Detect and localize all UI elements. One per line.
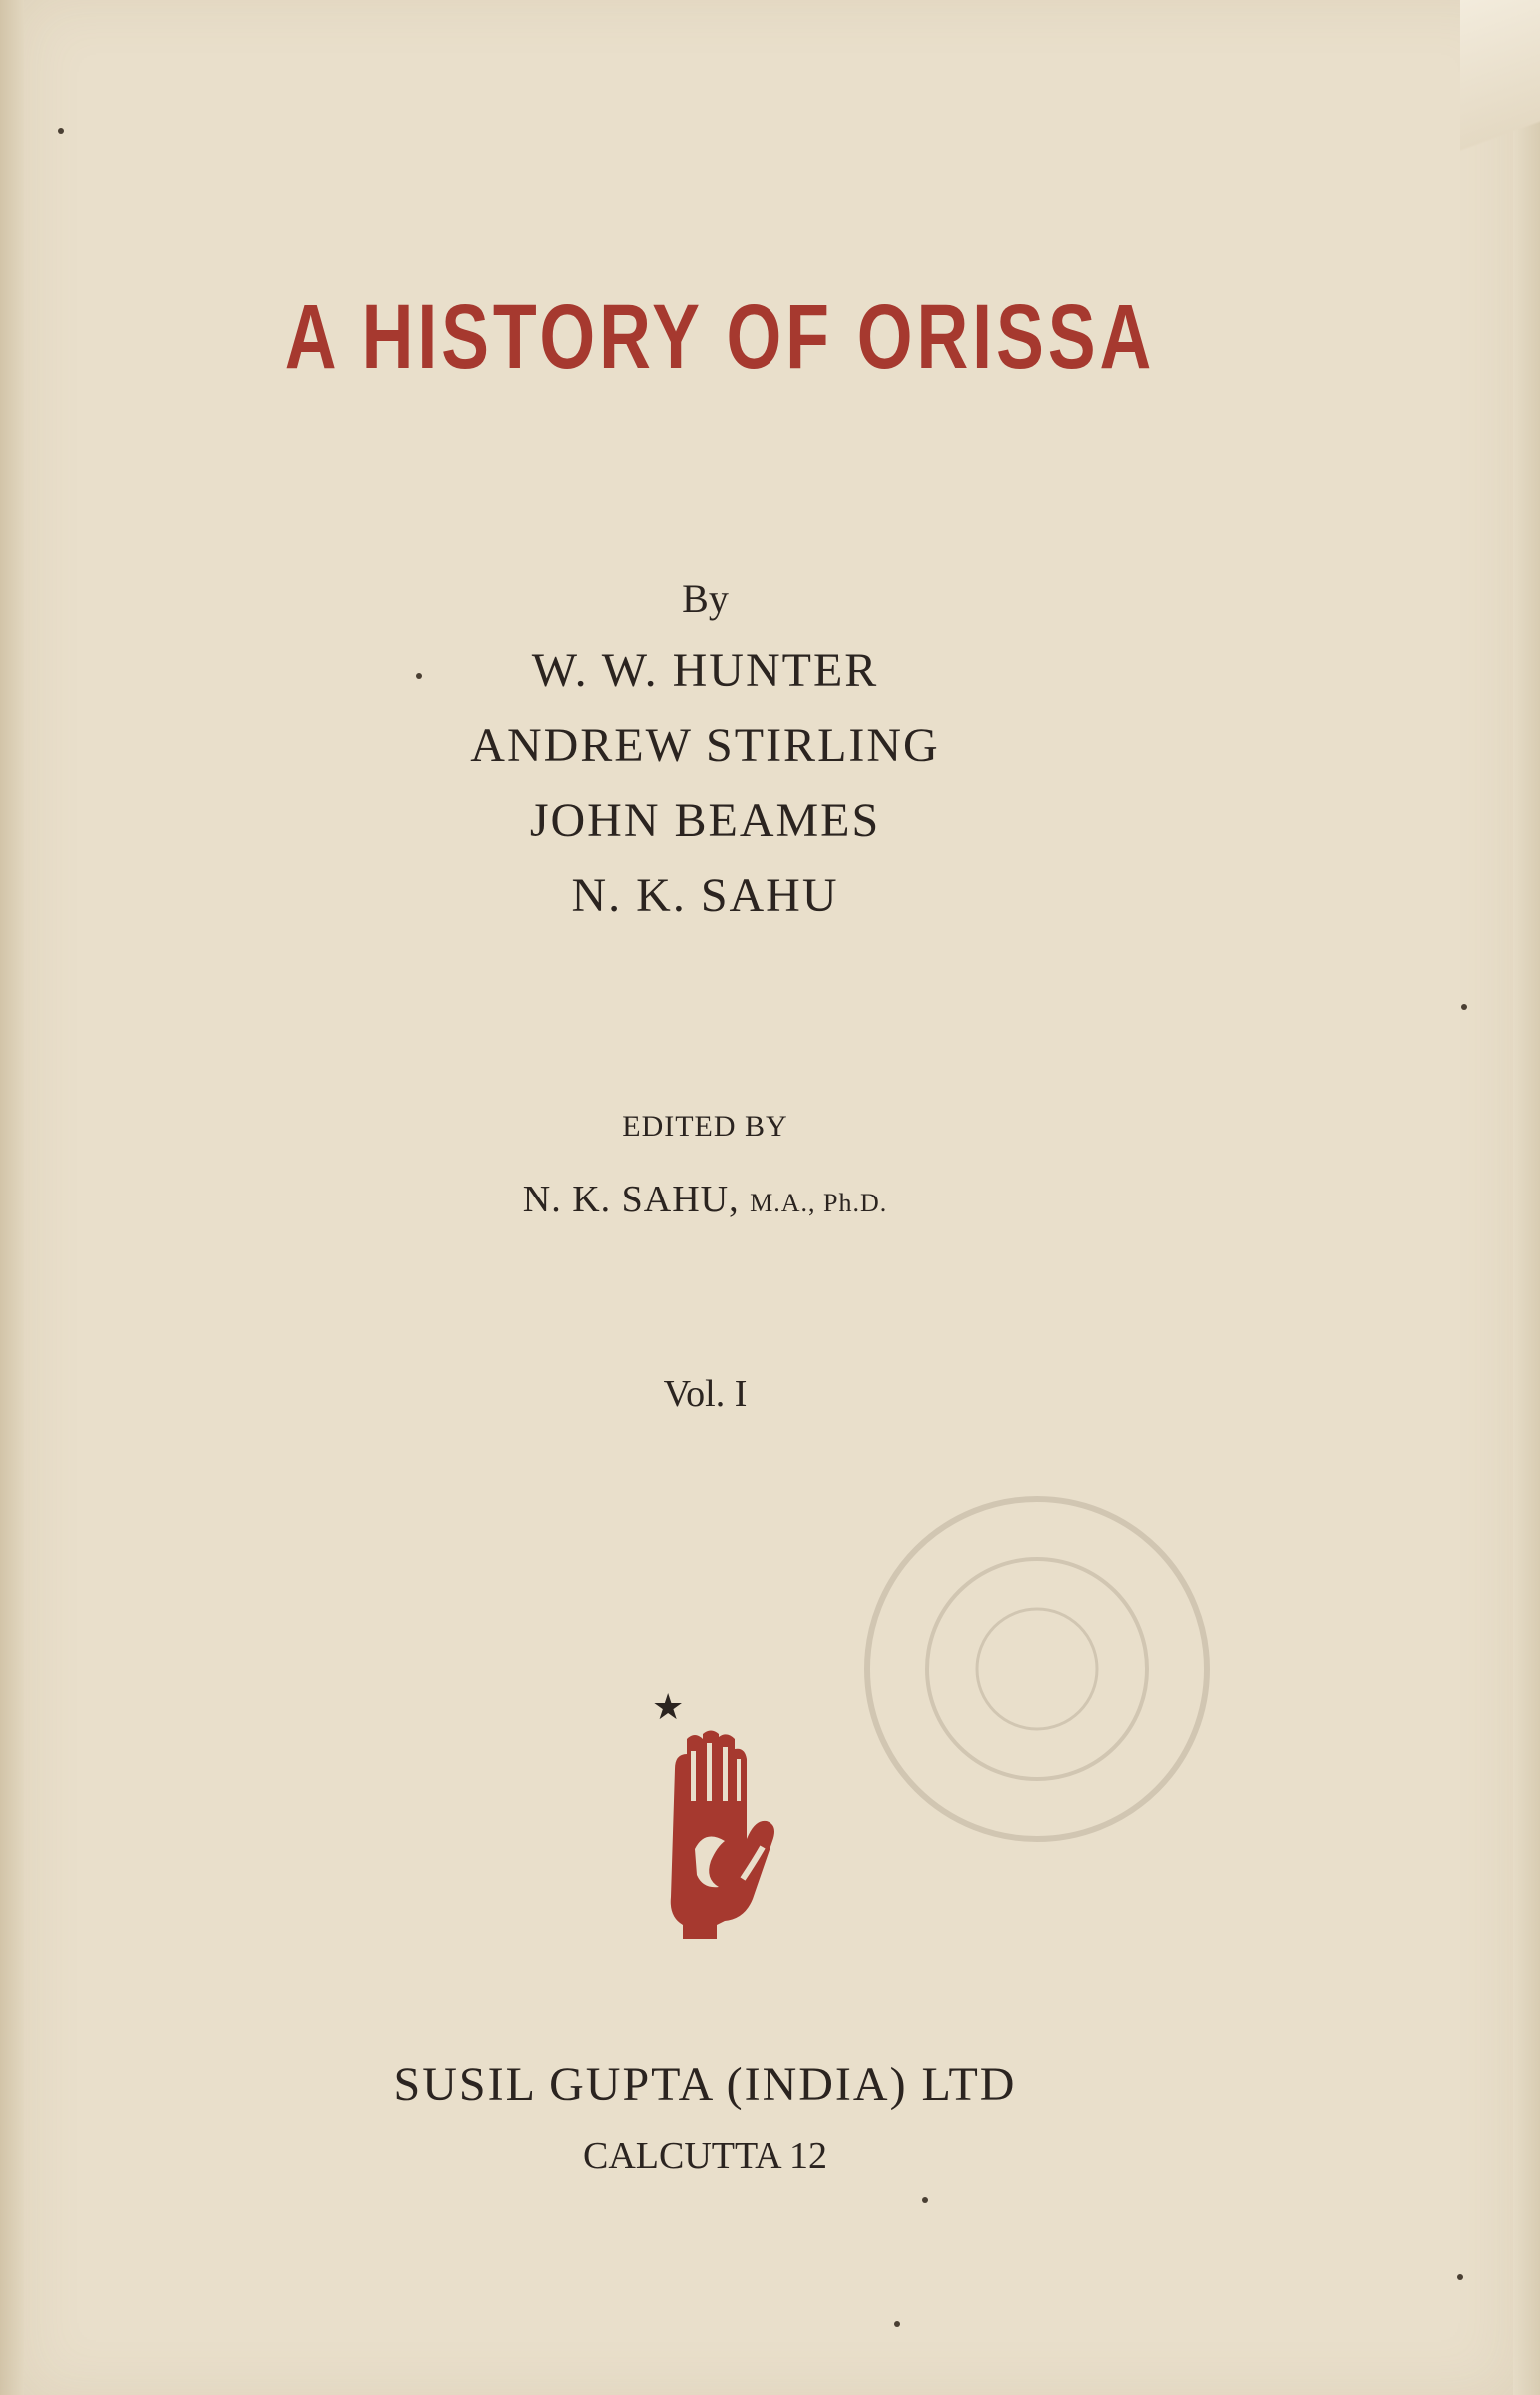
speck bbox=[58, 128, 64, 134]
raised-hand-logo bbox=[655, 1729, 784, 1939]
speck bbox=[1457, 2274, 1463, 2280]
author-1: W. W. HUNTER bbox=[531, 644, 879, 697]
by-label: By bbox=[682, 576, 729, 621]
author-3: JOHN BEAMES bbox=[529, 794, 881, 847]
library-stamp bbox=[857, 1489, 1217, 1849]
editor-line bbox=[0, 1178, 1540, 1221]
speck bbox=[894, 2321, 900, 2327]
publisher-name: SUSIL GUPTA (INDIA) LTD bbox=[393, 2058, 1017, 2111]
star-icon: ★ bbox=[652, 1687, 685, 1728]
author-4: N. K. SAHU bbox=[571, 869, 839, 922]
page-corner-curl bbox=[1460, 0, 1540, 220]
editor-name: N. K. SAHU, bbox=[522, 1179, 740, 1220]
speck bbox=[416, 673, 422, 679]
book-title: A HISTORY OF ORISSA bbox=[284, 286, 1156, 388]
speck bbox=[1461, 1004, 1467, 1010]
author-2: ANDREW STIRLING bbox=[470, 719, 940, 772]
publisher-city: CALCUTTA 12 bbox=[582, 2135, 827, 2177]
volume-label: Vol. I bbox=[663, 1373, 748, 1415]
editor-degrees: M.A., Ph.D. bbox=[750, 1189, 888, 1217]
speck bbox=[922, 2197, 928, 2203]
edited-by-label: EDITED BY bbox=[622, 1110, 788, 1143]
